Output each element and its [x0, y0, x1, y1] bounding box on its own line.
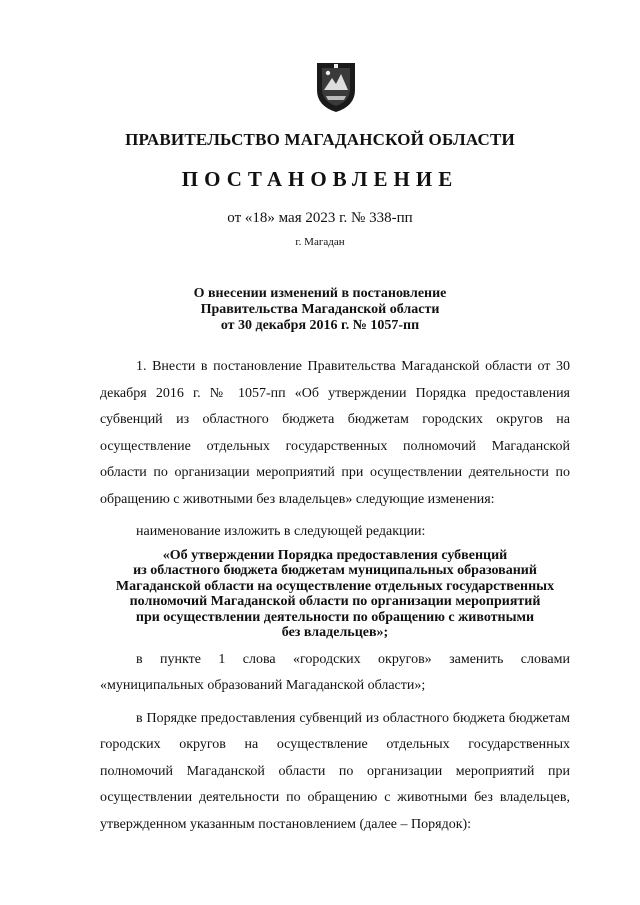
quote-line: без владельцев»;: [281, 625, 389, 640]
document-subject: [0, 286, 640, 334]
document-body: [100, 354, 570, 838]
quote-line: при осуществлении деятельности по обращению с животными: [135, 609, 535, 625]
paragraph-4: в Порядке предоставления субвенций из областного бюджета бюджетам городских округов на осуществление отдельных государственных полномочий Магаданской области по организации мероприятий при осуществлении деятельности по обращению с животными без владельцев, утвержденном указанным постановлением (далее – Порядок):: [100, 710, 570, 832]
quote-line: «Об утверждении Порядка предоставления субвенций: [162, 547, 508, 563]
document-city: г. Магадан: [295, 236, 345, 248]
magadan-coat-of-arms-icon: [314, 60, 358, 114]
subject-line: от 30 декабря 2016 г. № 1057-пп: [220, 318, 420, 333]
quote-line: Магаданской области на осуществление отдельных государственных: [115, 578, 555, 594]
paragraph-1: 1. Внести в постановление Правительства Магаданской области от 30 декабря 2016 г. № 1057-пп «Об утверждении Порядка предоставления субвенций из областного бюджета бюджетам городских округов на осуществление отдельных государственных полномочий Магаданской области по организации мероприятий при осуществлении деятельности по обращению с животными без владельцев» следующие изменения:: [100, 359, 570, 507]
document-type-title: ПОСТАНОВЛЕНИЕ: [181, 167, 459, 191]
subject-line: Правительства Магаданской области: [200, 302, 440, 317]
paragraph-2: наименование изложить в следующей редакции:: [136, 524, 426, 539]
quote-line: из областного бюджета бюджетам муниципальных образований: [133, 563, 537, 578]
government-title: ПРАВИТЕЛЬСТВО МАГАДАНСКОЙ ОБЛАСТИ: [125, 130, 515, 149]
quoted-new-title: [100, 548, 570, 641]
quote-line: полномочий Магаданской области по организации мероприятий: [129, 594, 541, 609]
paragraph-3: в пункте 1 слова «городских округов» заменить словами «муниципальных образований Магаданской области»;: [100, 651, 570, 693]
subject-line: О внесении изменений в постановление: [193, 286, 447, 301]
document-date-number: от «18» мая 2023 г. № 338-пп: [227, 210, 413, 226]
